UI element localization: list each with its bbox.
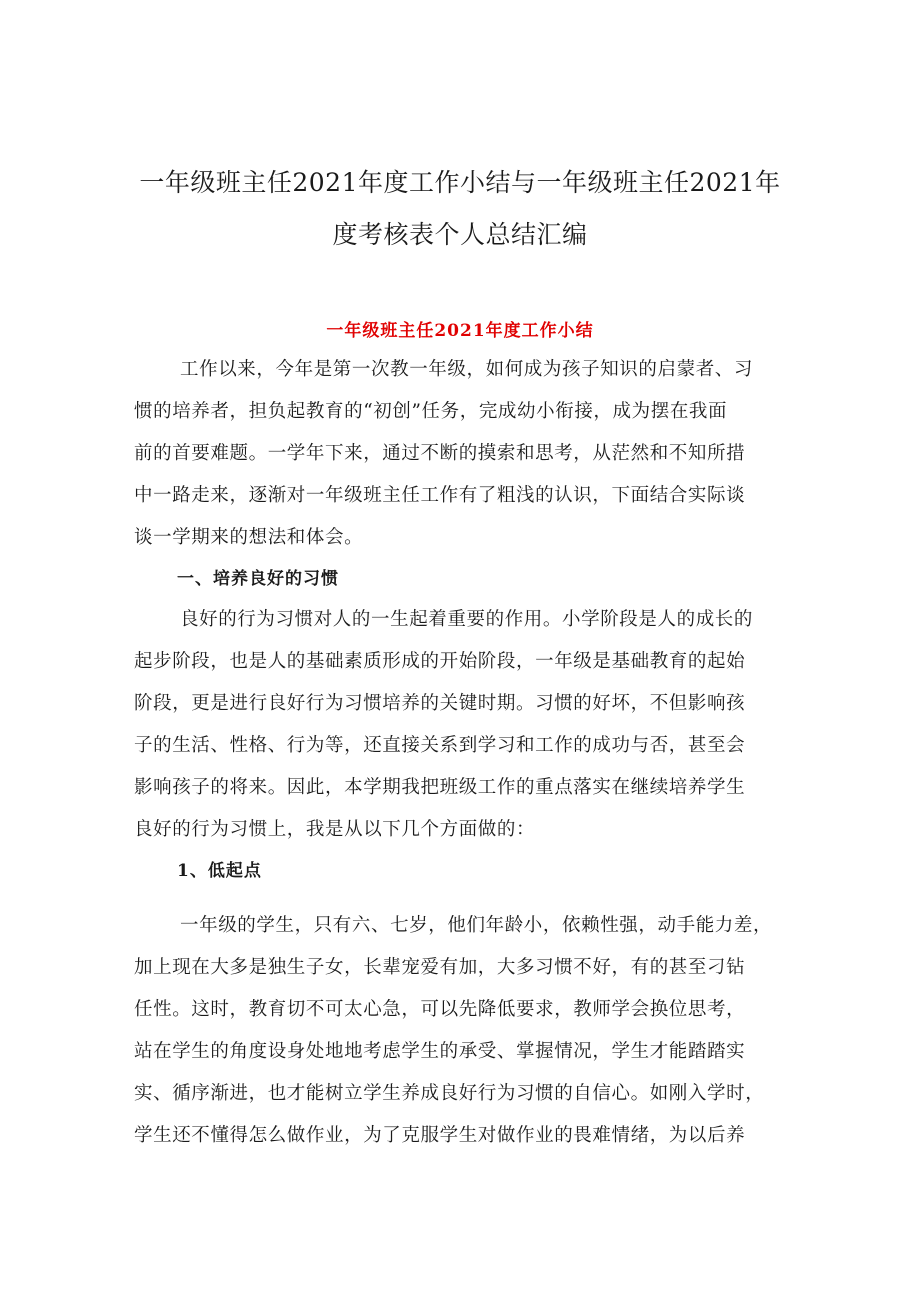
habit-line: 起步阶段，也是人的基础素质形成的开始阶段，一年级是基础教育的起始 <box>134 651 746 672</box>
low-start-line: 实、循序渐进，也才能树立学生养成良好行为习惯的自信心。如刚入学时， <box>134 1083 765 1104</box>
heading-low-start: 1、低起点 <box>177 861 262 881</box>
low-start-line: 站在学生的角度设身处地地考虑学生的承受、掌握情况，学生才能踏踏实 <box>134 1041 746 1062</box>
low-start-line: 任性。这时，教育切不可太心急，可以先降低要求，教师学会换位思考， <box>134 999 746 1020</box>
habit-line: 良好的行为习惯对人的一生起着重要的作用。小学阶段是人的成长的 <box>180 609 754 630</box>
intro-line: 谈一学期来的想法和体会。 <box>134 527 364 548</box>
habit-line: 良好的行为习惯上，我是从以下几个方面做的： <box>134 819 536 840</box>
habit-line: 子的生活、性格、行为等，还直接关系到学习和工作的成功与否，甚至会 <box>134 735 746 756</box>
habit-line: 影响孩子的将来。因此，本学期我把班级工作的重点落实在继续培养学生 <box>134 777 746 798</box>
intro-line: 惯的培养者，担负起教育的“初创”任务，完成幼小衔接，成为摆在我面 <box>134 401 728 422</box>
low-start-line: 加上现在大多是独生子女，长辈宠爱有加，大多习惯不好，有的甚至刁钻 <box>134 957 746 978</box>
habit-line: 阶段，更是进行良好行为习惯培养的关键时期。习惯的好坏，不但影响孩 <box>134 693 746 714</box>
intro-line: 中一路走来，逐渐对一年级班主任工作有了粗浅的认识，下面结合实际谈 <box>134 485 746 506</box>
intro-line: 工作以来，今年是第一次教一年级，如何成为孩子知识的启蒙者、习 <box>180 359 754 380</box>
low-start-line: 学生还不懂得怎么做作业，为了克服学生对做作业的畏难情绪，为以后养 <box>134 1125 746 1146</box>
section-title: 一年级班主任2021年度工作小结 <box>326 321 594 341</box>
intro-line: 前的首要难题。一学年下来，通过不断的摸索和思考，从茫然和不知所措 <box>134 443 746 464</box>
document-title-line-2: 度考核表个人总结汇编 <box>332 220 588 249</box>
low-start-line: 一年级的学生，只有六、七岁，他们年龄小，依赖性强，动手能力差， <box>180 915 773 936</box>
heading-habits: 一、培养良好的习惯 <box>177 569 339 589</box>
document-title-line-1: 一年级班主任2021年度工作小结与一年级班主任2021年 <box>139 168 781 197</box>
